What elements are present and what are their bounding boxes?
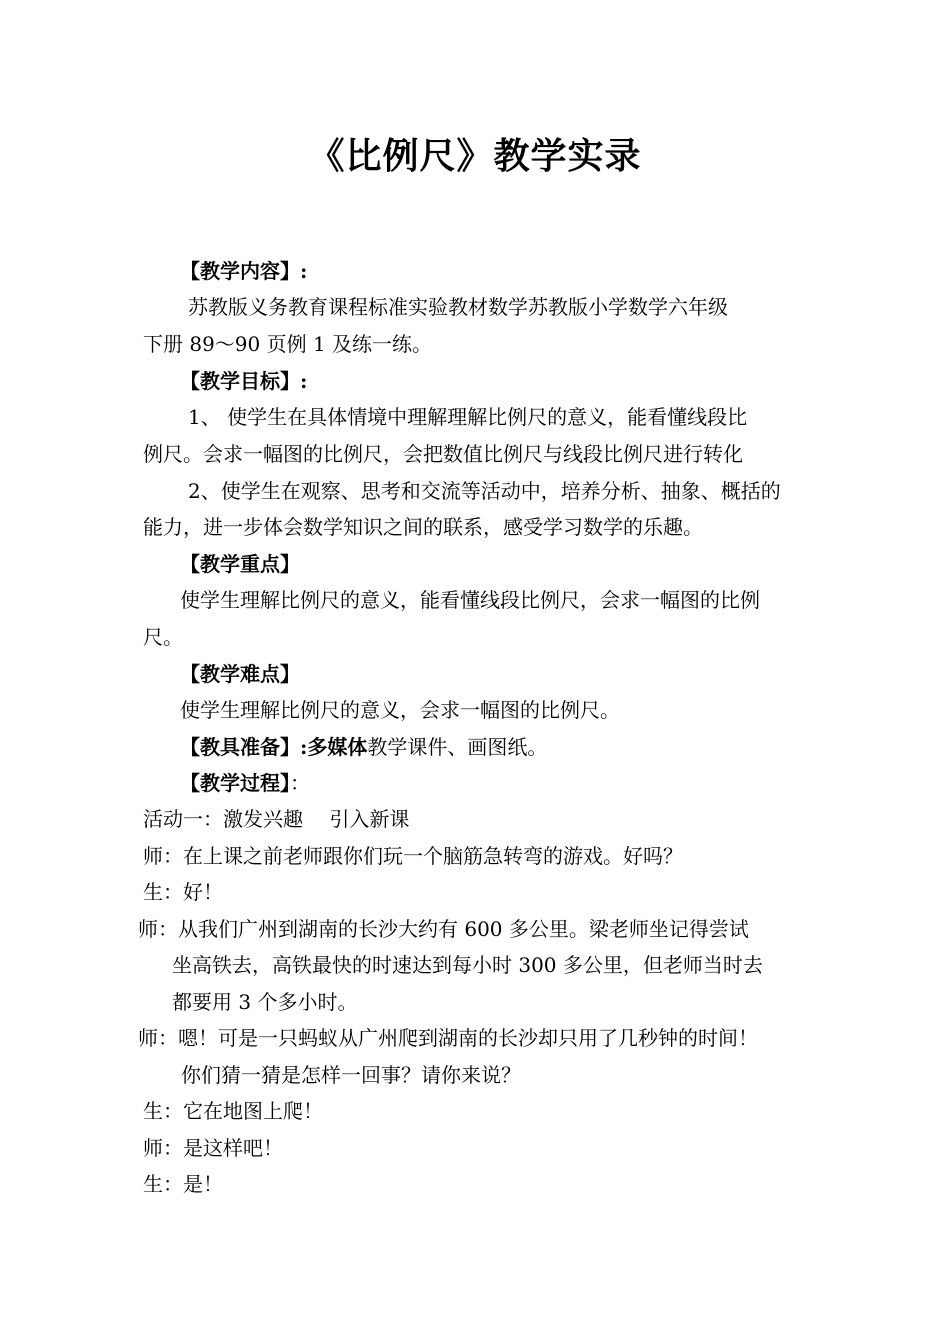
- process-heading: 【教学过程】: [180, 771, 290, 795]
- content-heading: 【教学内容】:: [180, 259, 308, 283]
- prep-text: 教学课件、画图纸。: [367, 735, 548, 759]
- goal2-line2: 能力，进一步体会数学知识之间的联系，感受学习数学的乐趣。: [143, 515, 703, 539]
- dialogue-line-7: 生：是！: [143, 1172, 223, 1196]
- goal1-line1: 1、 使学生在具体情境中理解理解比例尺的意义，能看懂线段比: [188, 405, 748, 429]
- key-text-line1: 使学生理解比例尺的意义，能看懂线段比例尺，会求一幅图的比例: [180, 588, 760, 612]
- goal2-line1: 2、使学生在观察、思考和交流等活动中，培养分析、抽象、概括的: [188, 479, 781, 503]
- key-text-line2: 尺。: [143, 625, 183, 649]
- process-line: [180, 768, 310, 798]
- dialogue-line-6: 师：是这样吧！: [143, 1136, 283, 1160]
- key-heading: 【教学重点】: [180, 552, 300, 576]
- dialogue-line-3b: 坐高铁去，高铁最快的时速达到每小时 300 多公里，但老师当时去: [172, 953, 763, 977]
- dialogue-line-3a: 师：从我们广州到湖南的长沙大约有 600 多公里。梁老师坐记得尝试: [138, 917, 749, 941]
- difficulty-text: 使学生理解比例尺的意义，会求一幅图的比例尺。: [180, 698, 620, 722]
- goal1-line2: 例尺。会求一幅图的比例尺，会把数值比例尺与线段比例尺进行转化: [143, 442, 743, 466]
- dialogue-line-4a: 师：嗯！可是一只蚂蚁从广州爬到湖南的长沙却只用了几秒钟的时间！: [138, 1026, 758, 1050]
- prep-bold: 多媒体: [307, 735, 368, 759]
- dialogue-line-5: 生：它在地图上爬！: [143, 1099, 323, 1123]
- dialogue-line-4b: 你们猜一猜是怎样一回事？请你来说？: [181, 1063, 521, 1087]
- document-title: 《比例尺》教学实录: [308, 135, 642, 177]
- dialogue-line-2: 生：好！: [143, 880, 223, 904]
- dialogue-line-3c: 都要用 3 个多小时。: [172, 990, 358, 1014]
- dialogue-line-1: 师：在上课之前老师跟你们玩一个脑筋急转弯的游戏。好吗？: [143, 844, 683, 868]
- content-text-line2: 下册 89～90 页例 1 及练一练。: [143, 332, 433, 356]
- goals-heading: 【教学目标】:: [180, 369, 308, 393]
- activity1-title: 活动一：激发兴趣 引入新课: [143, 807, 410, 831]
- prep-line: [180, 732, 547, 762]
- process-colon: ：: [290, 771, 310, 795]
- prep-heading: 【教具准备】:: [180, 735, 308, 759]
- content-text-line1: 苏教版义务教育课程标准实验教材数学苏教版小学数学六年级: [188, 295, 728, 319]
- difficulty-heading: 【教学难点】: [180, 662, 300, 686]
